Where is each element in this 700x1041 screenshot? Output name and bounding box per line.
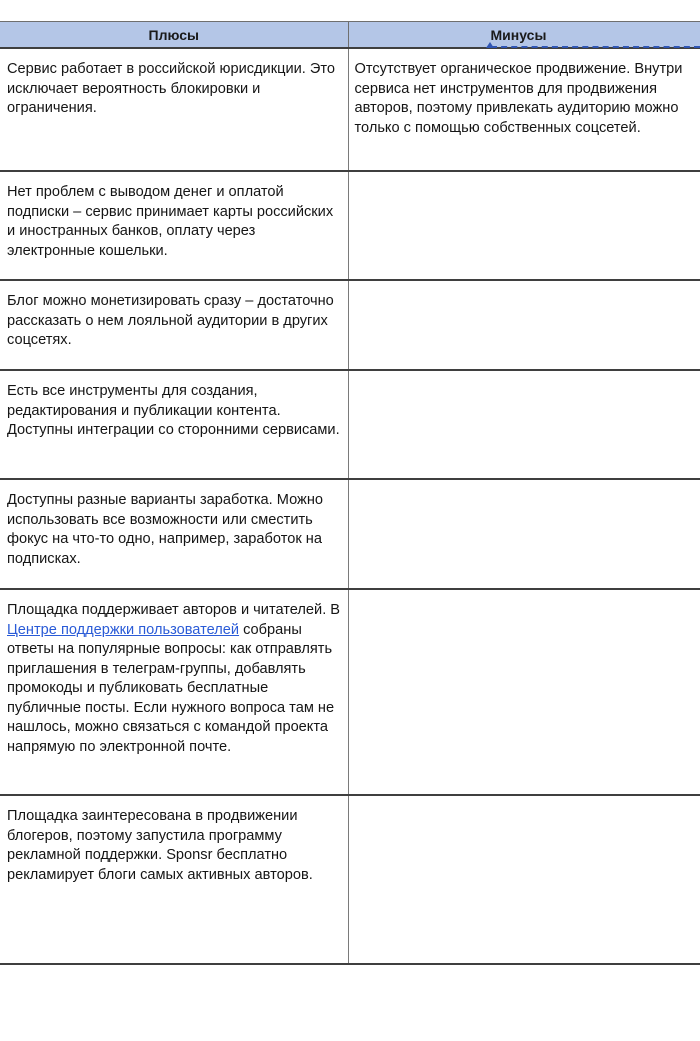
cons-cell xyxy=(348,370,700,479)
pros-cell: Доступны разные варианты заработка. Можно использовать все возможности или сместить фокус на что-то одно, например, заработок на подписках. xyxy=(0,479,348,589)
table-row xyxy=(0,370,700,479)
pros-text-after-link: собраны ответы на популярные вопросы: как отправлять приглашения в телеграм-группы, добавлять промокоды и публиковать бесплатные публичные посты. Если нужного вопроса там не нашлось, можно связаться с командой проекта напрямую по электронной почте. xyxy=(7,621,335,755)
cons-cell xyxy=(348,589,700,795)
cons-cell xyxy=(348,171,700,280)
cons-cell: Отсутствует органическое продвижение. Внутри сервиса нет инструментов для продвижения авторов, поэтому привлекать аудиторию можно только с помощью собственных соцсетей. xyxy=(348,48,700,171)
table-row xyxy=(0,795,700,964)
pros-cell xyxy=(0,589,348,795)
pros-cell: Сервис работает в российской юрисдикции. Это исключает вероятность блокировки и ограничения. xyxy=(0,48,348,171)
pros-cell: Блог можно монетизировать сразу – достаточно рассказать о нем лояльной аудитории в других соцсетях. xyxy=(0,280,348,370)
table-row xyxy=(0,589,700,795)
pros-text-before-link: Площадка поддерживает авторов и читателей. В xyxy=(7,602,341,618)
cons-header xyxy=(348,22,700,49)
pros-cell: Есть все инструменты для создания, редактирования и публикации контента. Доступны интеграции со сторонними сервисами. xyxy=(0,370,348,479)
cons-cell xyxy=(348,479,700,589)
pros-cell: Площадка заинтересована в продвижении блогеров, поэтому запустила программу рекламной поддержки. Sponsr бесплатно рекламирует блоги самых активных авторов. xyxy=(0,795,348,964)
table-row xyxy=(0,171,700,280)
comment-dashed-line xyxy=(491,46,700,48)
cons-cell xyxy=(348,795,700,964)
table-row xyxy=(0,280,700,370)
cons-cell xyxy=(348,280,700,370)
pros-header: Плюсы xyxy=(0,22,348,49)
pros-cell: Нет проблем с выводом денег и оплатой подписки – сервис принимает карты российских и иностранных банков, оплату через электронные кошельки. xyxy=(0,171,348,280)
support-center-link[interactable]: Центре поддержки пользователей xyxy=(7,621,240,638)
pros-cons-table xyxy=(0,21,700,965)
table-row xyxy=(0,479,700,589)
header-row xyxy=(0,22,700,49)
cons-header-label: Минусы xyxy=(490,26,547,43)
table-row xyxy=(0,48,700,171)
